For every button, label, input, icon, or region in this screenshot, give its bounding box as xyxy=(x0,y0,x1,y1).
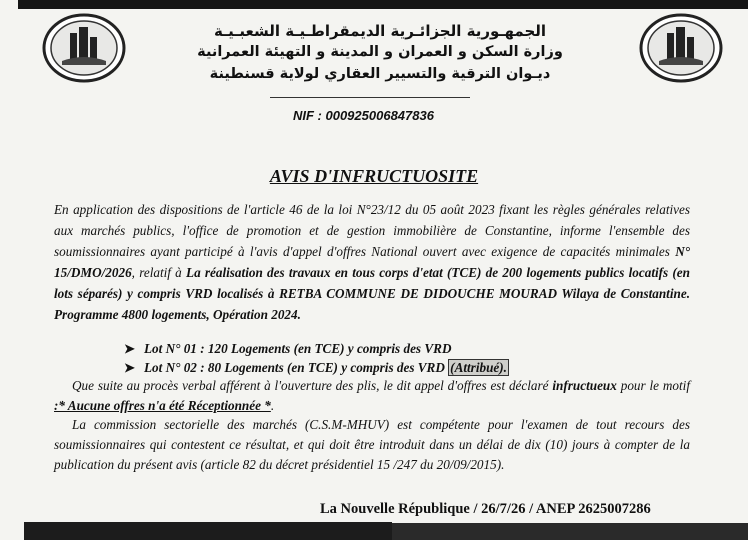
header-ministry: وزارة السكن و العمران و المدينة و التهيئة العمرانية xyxy=(197,44,563,60)
result-end: . xyxy=(270,398,275,413)
result-status: infructueux xyxy=(552,378,617,393)
bottom-border-right xyxy=(392,523,748,540)
lot-text: Lot N° 02 : 80 Logements (en TCE) y compris des VRD xyxy=(144,360,449,375)
lots-list xyxy=(124,339,509,377)
body-project-desc: La réalisation des travaux en tous corps d'etat (TCE) de 200 logements publics locatifs (en lots séparés) y compris VRD localisés à RETBA COMMUNE DE DIDOUCHE MOURAD Wilaya de Constantine. Programme 4800 logements, Opération 2024. xyxy=(54,265,690,322)
result-text: Que suite au procès verbal afférent à l'ouverture des plis, le dit appel d'offres est déclaré xyxy=(72,378,553,393)
body-text-relatif: , relatif à xyxy=(131,265,187,280)
arrow-bullet-icon: ➤ xyxy=(124,341,136,356)
nif-number: NIF : 000925006847836 xyxy=(293,108,434,123)
result-text-motif: pour le motif xyxy=(616,378,690,393)
body-tender-ref: N° 15/DMO/2026 xyxy=(54,244,690,280)
list-item xyxy=(124,339,509,358)
top-border xyxy=(18,0,748,9)
list-item xyxy=(124,358,509,377)
appeal-paragraph: La commission sectorielle des marchés (C.S.M-MHUV) est compétente pour l'examen de tout recours des soumissionnaires qui contestent ce résultat, et qui doit être introduit dans un délai de dix (10) jours à compter de la publication du présent avis (article 82 du décret présidentiel 15 /247 du 20/09/2015). xyxy=(54,417,690,472)
arrow-bullet-icon: ➤ xyxy=(124,360,136,375)
body-text-intro: En application des dispositions de l'article 46 de la loi N°23/12 du 05 août 2023 fixant les règles générales relatives aux marchés publics, l'office de promotion et de gestion immobilière de Constantine, informe l'ensemble des soumissionnaires ayant participé à l'avis d'appel d'offres National ouvert avec exigence de capacités minimales xyxy=(54,202,690,259)
opgi-emblem-icon xyxy=(42,13,126,83)
lot-status-badge: (Attribué). xyxy=(450,360,507,375)
opgi-emblem-icon xyxy=(639,13,723,83)
notice-title: AVIS D'INFRUCTUOSITE xyxy=(269,166,479,186)
notice-body xyxy=(54,199,690,325)
lot-text: Lot N° 01 : 120 Logements (en TCE) y compris des VRD xyxy=(144,341,452,356)
publication-footer: La Nouvelle République / 26/7/26 / ANEP 2625007286 xyxy=(320,501,651,517)
header-office: ديـوان الترقية والتسيير العقاري لولاية قسنطينة xyxy=(209,66,551,82)
header-republic: الجمهـورية الجزائـرية الديمقراطـيـة الشعبـيـة xyxy=(213,22,547,40)
result-paragraph xyxy=(54,376,690,416)
result-motif: :* Aucune offres n'a été Réceptionnée * xyxy=(54,398,271,413)
bottom-border-left xyxy=(24,522,392,540)
header-divider xyxy=(270,97,470,98)
